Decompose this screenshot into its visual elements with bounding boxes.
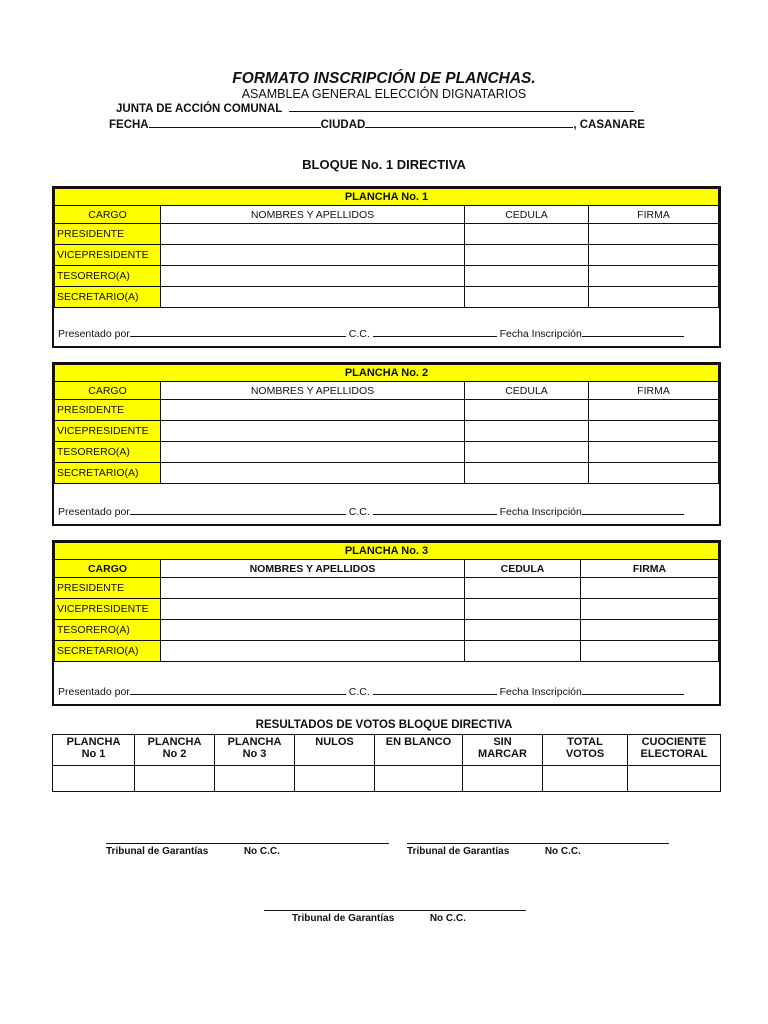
plancha-table-2: [54, 364, 719, 484]
col-nombres: NOMBRES Y APELLIDOS: [161, 206, 465, 224]
plancha-block-2: [52, 362, 721, 526]
signature-line-1[interactable]: [106, 843, 389, 844]
fecha-label: FECHA: [109, 119, 149, 131]
col-nombres: NOMBRES Y APELLIDOS: [161, 560, 465, 578]
firma-cell[interactable]: [581, 620, 719, 641]
resultado-cell[interactable]: [215, 766, 295, 792]
presentado-label: Presentado por: [58, 686, 130, 698]
cedula-cell[interactable]: [465, 599, 581, 620]
col-firma: FIRMA: [581, 560, 719, 578]
firma-cell[interactable]: [589, 442, 719, 463]
plancha-title: PLANCHA No. 1: [55, 189, 719, 206]
cargo-tesorero: TESORERO(A): [55, 442, 161, 463]
cargo-tesorero: TESORERO(A): [55, 266, 161, 287]
resultados-header: PLANCHA No 3: [215, 735, 295, 766]
form-title: FORMATO INSCRIPCIÓN DE PLANCHAS.: [232, 70, 536, 87]
resultados-header: TOTAL VOTOS: [543, 735, 628, 766]
col-firma: FIRMA: [589, 206, 719, 224]
col-cargo: CARGO: [55, 206, 161, 224]
resultados-header: CUOCIENTE ELECTORAL: [628, 735, 721, 766]
resultado-cell[interactable]: [295, 766, 375, 792]
ciudad-label: CIUDAD: [320, 119, 366, 131]
presentado-line: [58, 326, 684, 340]
resultados-header: NULOS: [295, 735, 375, 766]
resultados-header: SIN MARCAR: [463, 735, 543, 766]
firma-cell[interactable]: [581, 599, 719, 620]
col-cedula: CEDULA: [465, 206, 589, 224]
cedula-cell[interactable]: [465, 266, 589, 287]
cc-label: C.C.: [348, 328, 370, 340]
resultados-header: PLANCHA No 2: [135, 735, 215, 766]
resultados-table: [52, 734, 721, 792]
signature-label-1: Tribunal de Garantías No C.C.: [106, 846, 280, 857]
col-cedula: CEDULA: [465, 382, 589, 400]
firma-cell[interactable]: [589, 463, 719, 484]
firma-cell[interactable]: [581, 578, 719, 599]
cc-label: C.C.: [348, 686, 370, 698]
presentado-line: [58, 504, 684, 518]
cedula-cell[interactable]: [465, 421, 589, 442]
firma-cell[interactable]: [589, 245, 719, 266]
col-cargo: CARGO: [55, 382, 161, 400]
fecha-inscripcion-field[interactable]: [582, 504, 684, 515]
cargo-presidente: PRESIDENTE: [55, 578, 161, 599]
cargo-vicepresidente: VICEPRESIDENTE: [55, 421, 161, 442]
firma-cell[interactable]: [581, 641, 719, 662]
cargo-presidente: PRESIDENTE: [55, 400, 161, 421]
presentado-field[interactable]: [130, 504, 346, 515]
junta-label: JUNTA DE ACCIÓN COMUNAL: [116, 103, 283, 115]
cedula-cell[interactable]: [465, 641, 581, 662]
plancha-table-3: [54, 542, 719, 662]
nombre-cell[interactable]: [161, 442, 465, 463]
junta-line: [116, 101, 634, 115]
cargo-vicepresidente: VICEPRESIDENTE: [55, 599, 161, 620]
signature-label-2: Tribunal de Garantías No C.C.: [407, 846, 581, 857]
plancha-title: PLANCHA No. 2: [55, 365, 719, 382]
fecha-inscripcion-label: Fecha Inscripción: [499, 686, 582, 698]
cargo-secretario: SECRETARIO(A): [55, 641, 161, 662]
firma-cell[interactable]: [589, 266, 719, 287]
departamento-label: , CASANARE: [573, 119, 645, 131]
col-firma: FIRMA: [589, 382, 719, 400]
cedula-cell[interactable]: [465, 400, 589, 421]
nombre-cell[interactable]: [161, 599, 465, 620]
cedula-cell[interactable]: [465, 620, 581, 641]
col-cedula: CEDULA: [465, 560, 581, 578]
cargo-tesorero: TESORERO(A): [55, 620, 161, 641]
plancha-block-3: [52, 540, 721, 706]
cargo-secretario: SECRETARIO(A): [55, 287, 161, 308]
presentado-field[interactable]: [130, 326, 346, 337]
cc-field[interactable]: [373, 504, 497, 515]
cargo-secretario: SECRETARIO(A): [55, 463, 161, 484]
nombre-cell[interactable]: [161, 245, 465, 266]
fecha-inscripcion-field[interactable]: [582, 684, 684, 695]
cc-label: C.C.: [348, 506, 370, 518]
presentado-label: Presentado por: [58, 506, 130, 518]
resultado-cell[interactable]: [375, 766, 463, 792]
cedula-cell[interactable]: [465, 245, 589, 266]
cedula-cell[interactable]: [465, 224, 589, 245]
resultados-title: RESULTADOS DE VOTOS BLOQUE DIRECTIVA: [255, 719, 513, 731]
signature-line-3[interactable]: [264, 910, 526, 911]
cargo-vicepresidente: VICEPRESIDENTE: [55, 245, 161, 266]
fecha-inscripcion-label: Fecha Inscripción: [499, 328, 582, 340]
col-cargo: CARGO: [55, 560, 161, 578]
resultado-cell[interactable]: [53, 766, 135, 792]
nombre-cell[interactable]: [161, 400, 465, 421]
cedula-cell[interactable]: [465, 287, 589, 308]
plancha-title: PLANCHA No. 3: [55, 543, 719, 560]
firma-cell[interactable]: [589, 287, 719, 308]
fecha-field[interactable]: [149, 117, 321, 128]
firma-cell[interactable]: [589, 224, 719, 245]
resultado-cell[interactable]: [543, 766, 628, 792]
firma-cell[interactable]: [589, 400, 719, 421]
presentado-line: [58, 684, 684, 698]
resultado-cell[interactable]: [628, 766, 721, 792]
nombre-cell[interactable]: [161, 463, 465, 484]
fecha-ciudad-line: [109, 117, 645, 131]
resultado-cell[interactable]: [463, 766, 543, 792]
presentado-field[interactable]: [130, 684, 346, 695]
nombre-cell[interactable]: [161, 287, 465, 308]
nombre-cell[interactable]: [161, 641, 465, 662]
resultados-header: PLANCHA No 1: [53, 735, 135, 766]
nombre-cell[interactable]: [161, 421, 465, 442]
resultado-cell[interactable]: [135, 766, 215, 792]
col-nombres: NOMBRES Y APELLIDOS: [161, 382, 465, 400]
ciudad-field[interactable]: [365, 117, 573, 128]
bloque-title: BLOQUE No. 1 DIRECTIVA: [302, 157, 466, 172]
firma-cell[interactable]: [589, 421, 719, 442]
fecha-inscripcion-field[interactable]: [582, 326, 684, 337]
nombre-cell[interactable]: [161, 224, 465, 245]
cedula-cell[interactable]: [465, 578, 581, 599]
cargo-presidente: PRESIDENTE: [55, 224, 161, 245]
fecha-inscripcion-label: Fecha Inscripción: [499, 506, 582, 518]
plancha-table-1: [54, 188, 719, 308]
form-subtitle: ASAMBLEA GENERAL ELECCIÓN DIGNATARIOS: [241, 87, 527, 101]
resultados-header: EN BLANCO: [375, 735, 463, 766]
cc-field[interactable]: [373, 684, 497, 695]
cedula-cell[interactable]: [465, 442, 589, 463]
signature-label-3: Tribunal de Garantías No C.C.: [292, 913, 466, 924]
nombre-cell[interactable]: [161, 620, 465, 641]
cc-field[interactable]: [373, 326, 497, 337]
presentado-label: Presentado por: [58, 328, 130, 340]
junta-field[interactable]: [289, 101, 634, 112]
signature-line-2[interactable]: [407, 843, 669, 844]
cedula-cell[interactable]: [465, 463, 589, 484]
nombre-cell[interactable]: [161, 578, 465, 599]
plancha-block-1: [52, 186, 721, 348]
nombre-cell[interactable]: [161, 266, 465, 287]
